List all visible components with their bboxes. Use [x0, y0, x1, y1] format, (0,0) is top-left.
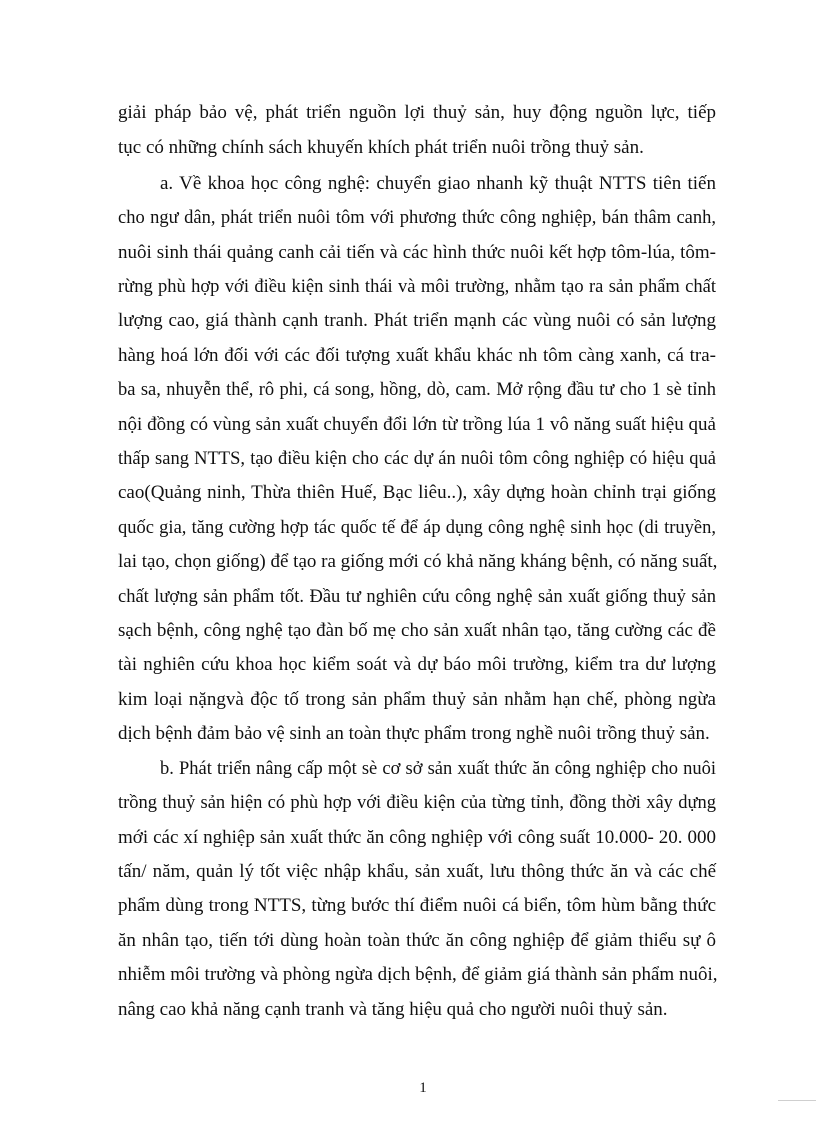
- paragraph-2-line-8: nội đồng có vùng sản xuất chuyển đổi lớn từ trồng lúa 1 vô năng suất hiệu quả: [118, 414, 716, 435]
- paragraph-2-line-11: quốc gia, tăng cường hợp tác quốc tế để áp dụng công nghệ sinh học (di truyền,: [118, 518, 716, 538]
- paragraph-2-line-3: nuôi sinh thái quảng canh cải tiến và các hình thức nuôi kết hợp tôm-lúa, tôm-: [118, 242, 716, 263]
- paragraph-2-line-5: lượng cao, giá thành cạnh tranh. Phát triển mạnh các vùng nuôi có sản lượng: [118, 310, 716, 331]
- paragraph-2-line-14: sạch bệnh, công nghệ tạo đàn bố mẹ cho sản xuất nhân tạo, tăng cường các đề: [118, 620, 716, 641]
- paragraph-2-line-16: kim loại nặngvà độc tố trong sản phẩm thuỷ sản nhằm hạn chế, phòng ngừa: [118, 689, 716, 710]
- paragraph-3-line-2: trồng thuỷ sản hiện có phù hợp với điều kiện của từng tỉnh, đồng thời xây dựng: [118, 793, 716, 813]
- paragraph-2-line-2: cho ngư dân, phát triển nuôi tôm với phương thức công nghiệp, bán thâm canh,: [118, 208, 716, 228]
- paragraph-2-line-10: cao(Quảng ninh, Thừa thiên Huế, Bạc liêu..), xây dựng hoàn chỉnh trại giống: [118, 482, 716, 503]
- paragraph-3-line-6: ăn nhân tạo, tiến tới dùng hoàn toàn thức ăn công nghiệp để giảm thiểu sự ô: [118, 930, 716, 951]
- paragraph-3-line-5: phẩm dùng trong NTTS, từng bước thí điểm nuôi cá biển, tôm hùm bằng thức: [118, 895, 716, 916]
- paragraph-3-line-7: nhiễm môi trường và phòng ngừa dịch bệnh, để giảm giá thành sản phẩm nuôi,: [118, 964, 718, 985]
- paragraph-2-line-4: rừng phù hợp với điều kiện sinh thái và môi trường, nhằm tạo ra sản phẩm chất: [118, 277, 716, 297]
- paragraph-3-line-4: tấn/ năm, quản lý tốt việc nhập khẩu, sản xuất, lưu thông thức ăn và các chế: [118, 861, 716, 882]
- paragraph-3-line-1: b. Phát triển nâng cấp một sè cơ sở sản xuất thức ăn công nghiệp cho nuôi: [160, 759, 716, 779]
- paragraph-1-line-2: tục có những chính sách khuyến khích phát triển nuôi trồng thuỷ sản.: [118, 137, 644, 158]
- paragraph-2-line-9: thấp sang NTTS, tạo điều kiện cho các dự án nuôi tôm công nghiệp có hiệu quả: [118, 449, 716, 469]
- paragraph-1-line-1: giải pháp bảo vệ, phát triển nguồn lợi thuỷ sản, huy động nguồn lực, tiếp: [118, 102, 716, 123]
- paragraph-2-line-12: lai tạo, chọn giống) để tạo ra giống mới có khả năng kháng bệnh, có năng suất,: [118, 551, 718, 572]
- paragraph-2-line-7: ba sa, nhuyễn thể, rô phi, cá song, hồng, dò, cam. Mở rộng đầu tư cho 1 sè tỉnh: [118, 380, 716, 400]
- paragraph-2-line-13: chất lượng sản phẩm tốt. Đầu tư nghiên cứu công nghệ sản xuất giống thuỷ sản: [118, 587, 716, 607]
- bottom-divider: [778, 1100, 816, 1101]
- paragraph-2-line-17: dịch bệnh đảm bảo vệ sinh an toàn thực phẩm trong nghề nuôi trồng thuỷ sản.: [118, 723, 710, 744]
- paragraph-2-line-6: hàng hoá lớn đối với các đối tượng xuất khẩu khác nh tôm càng xanh, cá tra-: [118, 345, 716, 366]
- paragraph-3-line-3: mới các xí nghiệp sản xuất thức ăn công nghiệp với công suất 10.000- 20. 000: [118, 827, 716, 848]
- paragraph-2-line-15: tài nghiên cứu khoa học kiểm soát và dự báo môi trường, kiểm tra dư lượng: [118, 654, 716, 675]
- paragraph-2-line-1: a. Về khoa học công nghệ: chuyển giao nhanh kỹ thuật NTTS tiên tiến: [160, 173, 716, 194]
- paragraph-3-line-8: nâng cao khả năng cạnh tranh và tăng hiệu quả cho người nuôi thuỷ sản.: [118, 999, 668, 1020]
- page-number: 1: [419, 1080, 427, 1096]
